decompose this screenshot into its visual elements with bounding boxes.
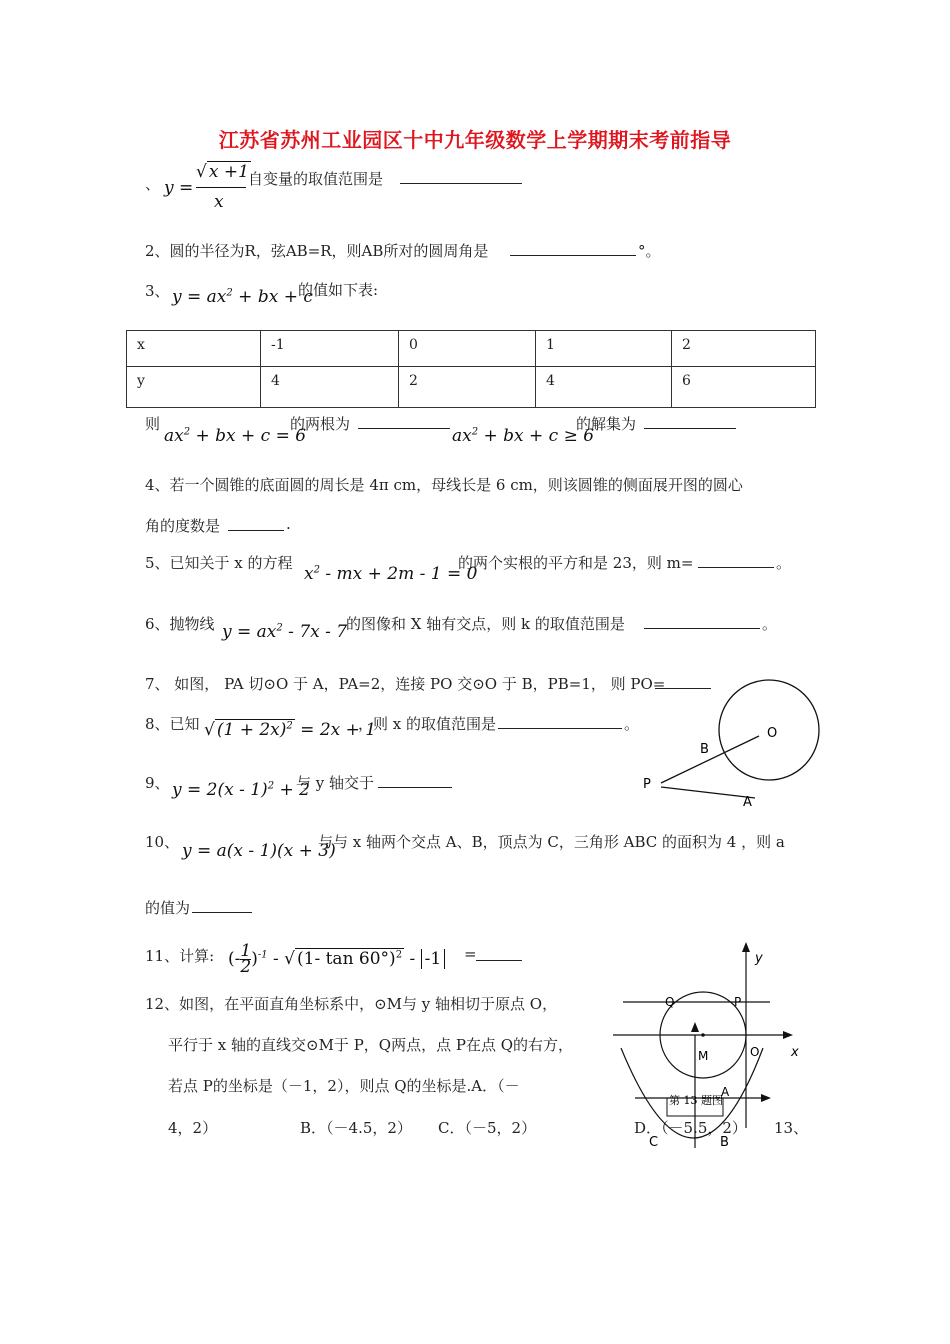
q11-text: 11、计算: [145, 947, 215, 965]
q12-line2: 平行于 x 轴的直线交⊙M于 P，Q两点，点 P在点 Q的右方， [168, 1036, 574, 1054]
q3-then: 则 [145, 415, 161, 433]
q3-eq2: $ax^2$ + bx + c ≥ 6 [452, 426, 595, 446]
symmetry-arrow-icon [691, 1022, 699, 1032]
label-b: B [700, 742, 709, 757]
table-cell: 0 [399, 331, 536, 367]
q10-number: 10、 [145, 833, 180, 851]
q5-text2: 的两个实根的平方和是 23，则 m= [458, 554, 694, 572]
q4-answer-blank[interactable] [228, 516, 284, 531]
table-cell: y [127, 367, 261, 408]
parabola [621, 1048, 763, 1138]
q8-tail: 。 [624, 715, 640, 733]
line-po [661, 736, 759, 783]
table-cell: 4 [536, 367, 672, 408]
q6-text: 6、抛物线 [145, 615, 215, 633]
line-pa [661, 787, 755, 798]
q2-answer-blank[interactable] [510, 241, 636, 256]
q12-line1: 12、如图，在平面直角坐标系中，⊙M与 y 轴相切于原点 O， [145, 995, 558, 1013]
q10-text: 与与 x 轴两个交点 A、B，顶点为 C，三角形 ABC 的面积为 4 ，则 a [318, 833, 785, 851]
lower-x-axis-arrow-icon [761, 1094, 771, 1102]
label-q: Q [665, 995, 675, 1009]
q4-tail: . [286, 515, 291, 533]
q5-text: 5、已知关于 x 的方程 [145, 554, 293, 572]
q1-lhs: y = [164, 178, 194, 198]
q5-answer-blank[interactable] [698, 553, 774, 568]
table-cell: 2 [672, 331, 816, 367]
q9-answer-blank[interactable] [378, 773, 452, 788]
label-p: P [734, 995, 742, 1009]
q1-denominator: x [214, 192, 224, 212]
table-cell: 6 [672, 367, 816, 408]
q3-roots-blank[interactable] [358, 414, 450, 429]
option-c: C．（－5，2） [438, 1119, 537, 1137]
q5-tail: 。 [776, 554, 792, 572]
label-m: M [698, 1049, 709, 1063]
q1-answer-blank[interactable] [400, 169, 522, 184]
figure-caption: 第 13 题图 [669, 1094, 723, 1107]
x-axis-arrow-icon [783, 1031, 793, 1039]
table-cell: 4 [261, 367, 399, 408]
q9-text: 与 y 轴交于 [296, 774, 375, 792]
q11-expr: (- $\frac{1}{2}$ )$^{-1}$ - √ (1- tan 60°)$^2$ - -1 [228, 944, 445, 975]
center-m [701, 1033, 705, 1037]
q6-text2: 的图像和 X 轴有交点，则 k 的取值范围是 [346, 615, 625, 633]
q7-text: 7、 如图， PA 切⊙O 于 A，PA=2，连接 PO 交⊙O 于 B，PB=1， 则 PO= [145, 675, 666, 693]
label-o: O [750, 1045, 760, 1059]
q12-figure [605, 938, 820, 1173]
q2-tail: °。 [638, 242, 661, 260]
q8-answer-blank[interactable] [498, 714, 622, 729]
q8-text2: ，则 x 的取值范围是 [358, 715, 496, 733]
q4-line2: 角的度数是 [145, 517, 221, 535]
q3-text3: 的解集为 [576, 415, 637, 433]
option-d: D．（－5.5，2） [634, 1119, 747, 1137]
values-table [126, 330, 816, 408]
q12-line4: 4，2） [168, 1119, 218, 1137]
q3-formula: $y = ax^2$ + bx + c [172, 287, 313, 307]
q6-answer-blank[interactable] [644, 614, 760, 629]
q1-text: 自变量的取值范围是 [248, 170, 384, 188]
q12-line3: 若点 P的坐标是（－1，2），则点 Q的坐标是.A．（－ [168, 1077, 520, 1095]
q6-eq: $y = ax^2 - 7x - 7$ [222, 622, 348, 642]
q3-text2: 的两根为 [290, 415, 351, 433]
table-row [127, 331, 816, 367]
q9-number: 9、 [145, 774, 170, 792]
table-row [127, 367, 816, 408]
q3-number: 3、 [145, 282, 170, 300]
q5-eq: $x^2$ - mx + 2m - 1 = 0 [304, 564, 478, 584]
q10-eq: y = a(x - 1)(x + 3) [182, 841, 336, 861]
label-y: y [755, 951, 763, 966]
q11-answer-blank[interactable] [476, 946, 522, 961]
label-c: C [649, 1135, 659, 1150]
q6-tail: 。 [762, 615, 778, 633]
page-title: 江苏省苏州工业园区十中九年级数学上学期期末考前指导 [218, 128, 732, 152]
label-p: P [643, 777, 651, 792]
table-cell: -1 [261, 331, 399, 367]
option-b: B．（－4.5，2） [300, 1119, 412, 1137]
y-axis-arrow-icon [742, 942, 750, 952]
q3-eq1: $ax^2$ + bx + c = 6 [164, 426, 307, 446]
label-a: A [721, 1085, 730, 1099]
q7-figure [635, 670, 835, 820]
q9-eq: y = 2(x - 1)$^2$ + 2 [172, 780, 310, 800]
q1-fraction-line [196, 187, 246, 188]
q8-text: 8、已知 [145, 715, 200, 733]
q4-line1: 4、若一个圆锥的底面圆的周长是 4π cm，母线长是 6 cm，则该圆锥的侧面展开图的圆心 [145, 476, 743, 494]
table-cell: x [127, 331, 261, 367]
table-cell: 1 [536, 331, 672, 367]
q10-line2: 的值为 [145, 899, 191, 917]
q3-text: 的值如下表: [298, 281, 379, 299]
q8-eq: √ $(1 + 2x)^2 = 2x + 1$ [204, 720, 377, 740]
label-x: x [791, 1045, 799, 1060]
q11-tail: = [464, 945, 477, 963]
label-a: A [743, 795, 752, 810]
q13-number: 13、 [774, 1119, 809, 1137]
label-b: B [720, 1135, 729, 1150]
table-cell: 2 [399, 367, 536, 408]
q10-answer-blank[interactable] [192, 898, 252, 913]
q1-numerator: √ x +1 [196, 162, 249, 182]
label-o: O [767, 726, 778, 741]
q2-text: 2、圆的半径为R，弦AB=R，则AB所对的圆周角是 [145, 242, 489, 260]
q3-solution-blank[interactable] [644, 414, 736, 429]
q1-number: 、 [145, 175, 161, 193]
